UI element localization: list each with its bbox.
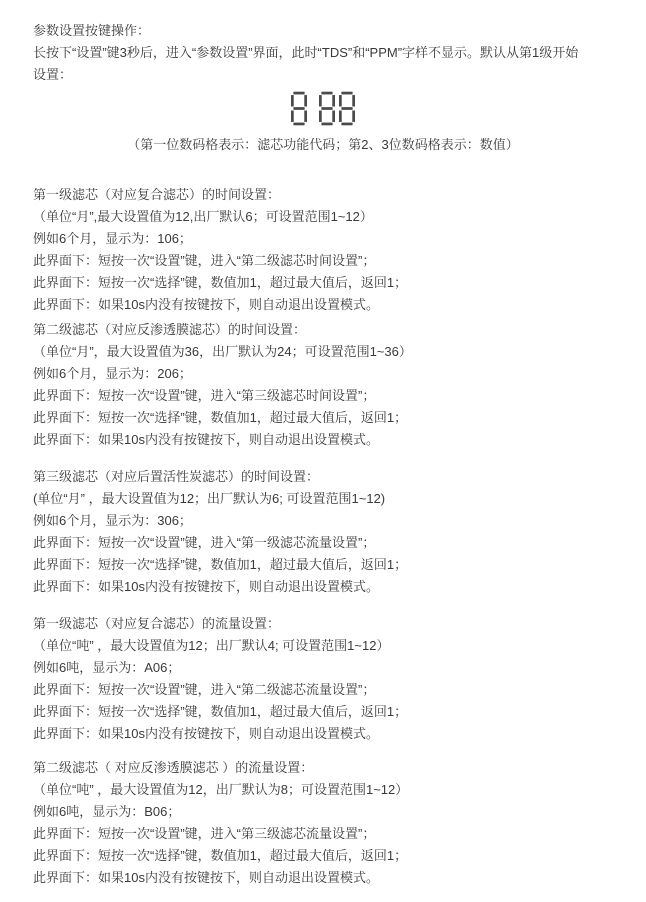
section-filter1-flow: [33, 613, 630, 745]
section-line: (单位“月” ，最大设置值为12；出厂默认为6; 可设置范围1~12): [33, 491, 386, 506]
section-filter2-flow: [33, 757, 630, 889]
section-line: 此界面下：如果10s内没有按键按下，则自动退出设置模式。: [33, 579, 379, 594]
intro-text-line: 长按下“设置”键3秒后，进入“参数设置”界面，此时“TDS”和“PPM”字样不显示。默认从第1级开始: [33, 45, 579, 60]
intro-heading: 参数设置按键操作：: [33, 23, 151, 38]
section-title: 第一级滤芯（对应复合滤芯）的流量设置：: [33, 616, 281, 631]
section-line: 例如6吨，显示为：A06；: [33, 660, 181, 675]
section-filter1-time: [33, 184, 630, 316]
section-line: 此界面下：短按一次“设置”键，进入“第二级滤芯流量设置”；: [33, 682, 376, 697]
section-line: 此界面下：如果10s内没有按键按下，则自动退出设置模式。: [33, 726, 379, 741]
section-line: 此界面下：短按一次“选择”键，数值加1，超过最大值后，返回1；: [33, 704, 408, 719]
section-line: 此界面下：如果10s内没有按键按下，则自动退出设置模式。: [33, 432, 379, 447]
section-line: （单位“月”，最大设置值为36，出厂默认为24；可设置范围1~36）: [33, 344, 412, 359]
section-line: 此界面下：如果10s内没有按键按下，则自动退出设置模式。: [33, 297, 379, 312]
display-caption: （第一位数码格表示：滤芯功能代码；第2、3位数码格表示：数值）: [127, 137, 519, 152]
section-line: （单位“吨” ，最大设置值为12；出厂默认4; 可设置范围1~12）: [33, 638, 390, 653]
section-line: 此界面下：短按一次“选择”键，数值加1，超过最大值后，返回1；: [33, 410, 408, 425]
seven-segment-digit-icon: [339, 89, 355, 128]
section-line: 此界面下：短按一次“选择”键，数值加1，超过最大值后，返回1；: [33, 557, 408, 572]
section-title: 第三级滤芯（对应后置活性炭滤芯）的时间设置：: [33, 469, 320, 484]
section-title: 第一级滤芯（对应复合滤芯）的时间设置：: [33, 187, 281, 202]
section-line: 此界面下：短按一次“选择”键，数值加1，超过最大值后，返回1；: [33, 848, 408, 863]
section-line: （单位“月”,最大设置值为12,出厂默认6；可设置范围1~12）: [33, 209, 373, 224]
section-line: 此界面下：短按一次“设置”键，进入“第三级滤芯流量设置”；: [33, 826, 376, 841]
section-filter2-time: [33, 319, 630, 451]
section-line: 例如6个月，显示为：306；: [33, 513, 192, 528]
section-line: 例如6个月，显示为：206；: [33, 366, 192, 381]
section-line: 此界面下：如果10s内没有按键按下，则自动退出设置模式。: [33, 870, 379, 885]
section-line: 此界面下：短按一次“设置”键，进入“第二级滤芯时间设置”；: [33, 253, 376, 268]
seven-segment-digit-icon: [291, 89, 307, 128]
section-line: 例如6吨，显示为：B06；: [33, 804, 181, 819]
seven-segment-digit-icon: [319, 89, 335, 128]
seven-segment-display: [33, 89, 613, 128]
section-title: 第二级滤芯（对应反渗透膜滤芯）的时间设置：: [33, 322, 307, 337]
section-line: 此界面下：短按一次“设置”键，进入“第三级滤芯时间设置”；: [33, 388, 376, 403]
section-line: 例如6个月，显示为：106；: [33, 231, 192, 246]
section-filter3-time: [33, 466, 630, 598]
section-line: （单位“吨” ，最大设置值为12，出厂默认为8；可设置范围1~12）: [33, 782, 409, 797]
section-title: 第二级滤芯（ 对应反渗透膜滤芯 ）的流量设置：: [33, 760, 314, 775]
section-line: 此界面下：短按一次“选择”键，数值加1，超过最大值后，返回1；: [33, 275, 408, 290]
intro-text-line: 设置：: [33, 67, 73, 82]
display-figure: [33, 89, 613, 156]
section-line: 此界面下：短按一次“设置”键，进入“第一级滤芯流量设置”；: [33, 535, 376, 550]
